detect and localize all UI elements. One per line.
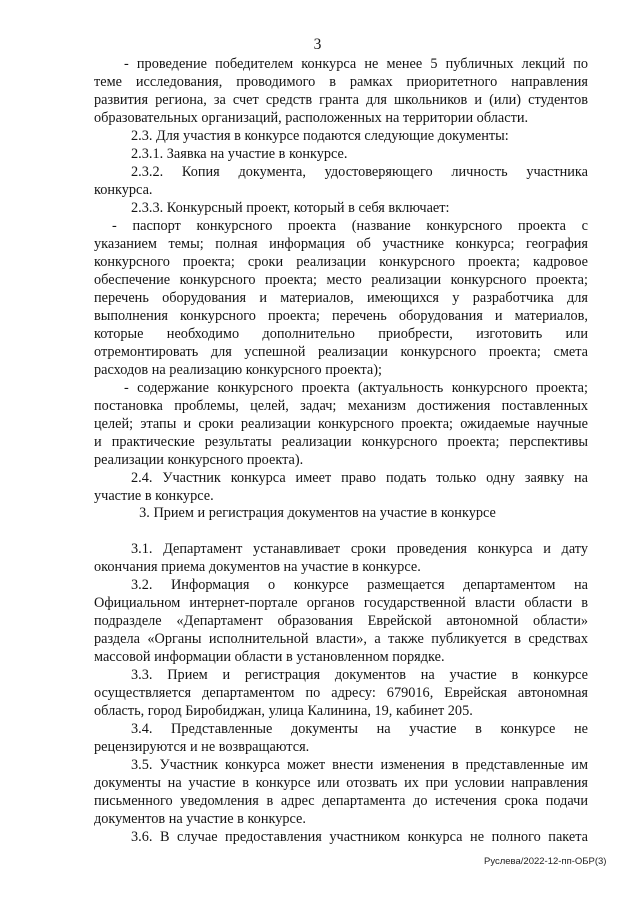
- text-line: рецензируются и не возвращаются.: [94, 739, 310, 755]
- text-line: расходов на реализацию конкурсного проекта);: [94, 362, 382, 378]
- text-line: указанием темы; полная информация об участнике конкурса; география: [94, 236, 588, 252]
- text-line: конкурсного проекта; сроки реализации конкурсного проекта; кадровое: [94, 254, 588, 270]
- text-line: 3.6. В случае предоставления участником конкурса не полного пакета: [131, 829, 588, 845]
- text-line: и практические результаты реализации конкурсного проекта; перспективы: [94, 434, 588, 450]
- page-number: 3: [313, 36, 322, 53]
- text-line: конкурса.: [94, 182, 153, 198]
- text-line: отремонтировать для успешной реализации конкурсного проекта; смета: [94, 344, 588, 360]
- text-line: 2.3. Для участия в конкурсе подаются следующие документы:: [131, 128, 509, 144]
- text-line: письменного уведомления в адрес департамента до истечения срока подачи: [94, 793, 588, 809]
- text-line: осуществляется департаментом по адресу: 679016, Еврейская автономная: [94, 685, 588, 701]
- text-line: раздела «Органы исполнительной власти», а также публикуется в средствах: [94, 631, 588, 647]
- text-line: документов на участие в конкурсе.: [94, 811, 306, 827]
- document-code-footer: Руслева/2022-12-пп-ОБР(3): [484, 856, 607, 867]
- text-line: - паспорт конкурсного проекта (название конкурсного проекта с: [112, 218, 588, 234]
- text-line: 2.3.3. Конкурсный проект, который в себя включает:: [131, 200, 450, 216]
- text-line: теме исследования, проводимого в рамках приоритетного направления: [94, 74, 588, 90]
- text-line: которые необходимо дополнительно приобрести, изготовить или: [94, 326, 588, 342]
- text-line: Официальном интернет-портале органов государственной власти области в: [94, 595, 588, 611]
- text-line: 3.3. Прием и регистрация документов на участие в конкурсе: [131, 667, 588, 683]
- text-line: область, город Биробиджан, улица Калинина, 19, кабинет 205.: [94, 703, 473, 719]
- text-line: обеспечение конкурсного проекта; место реализации конкурсного проекта;: [94, 272, 588, 288]
- text-line: постановка проблемы, целей, задач; механизм достижения поставленных: [94, 398, 588, 414]
- text-line: участие в конкурсе.: [94, 488, 214, 504]
- text-line: 3.4. Представленные документы на участие в конкурсе не: [131, 721, 588, 737]
- text-line: - содержание конкурсного проекта (актуальность конкурсного проекта;: [124, 380, 588, 396]
- text-line: развития региона, за счет средств гранта для школьников и (или) студентов: [94, 92, 588, 108]
- text-line: 3.5. Участник конкурса может внести изменения в представленные им: [131, 757, 588, 773]
- text-line: целей; этапы и сроки реализации конкурсного проекта; ожидаемые научные: [94, 416, 588, 432]
- text-line: подразделе «Департамент образования Еврейской автономной области»: [94, 613, 588, 629]
- text-line: массовой информации области в установленном порядке.: [94, 649, 445, 665]
- text-line: образовательных организаций, расположенных на территории области.: [94, 110, 529, 126]
- text-line: документы на участие в конкурсе или отозвать их при условии направления: [94, 775, 588, 791]
- section-heading: 3. Прием и регистрация документов на участие в конкурсе: [139, 505, 496, 521]
- text-line: перечень оборудования и материалов, имеющихся у разработчика для: [94, 290, 588, 306]
- text-line: реализации конкурсного проекта).: [94, 452, 304, 468]
- text-line: - проведение победителем конкурса не менее 5 публичных лекций по: [124, 56, 588, 72]
- text-line: 3.1. Департамент устанавливает сроки проведения конкурса и дату: [131, 541, 588, 557]
- text-line: выполнения конкурсного проекта; перечень оборудования и материалов,: [94, 308, 588, 324]
- text-line: окончания приема документов на участие в конкурсе.: [94, 559, 421, 575]
- text-line: 2.3.2. Копия документа, удостоверяющего личность участника: [131, 164, 588, 180]
- text-line: 2.4. Участник конкурса имеет право подать только одну заявку на: [131, 470, 588, 486]
- text-line: 2.3.1. Заявка на участие в конкурсе.: [131, 146, 348, 162]
- text-line: 3.2. Информация о конкурсе размещается департаментом на: [131, 577, 588, 593]
